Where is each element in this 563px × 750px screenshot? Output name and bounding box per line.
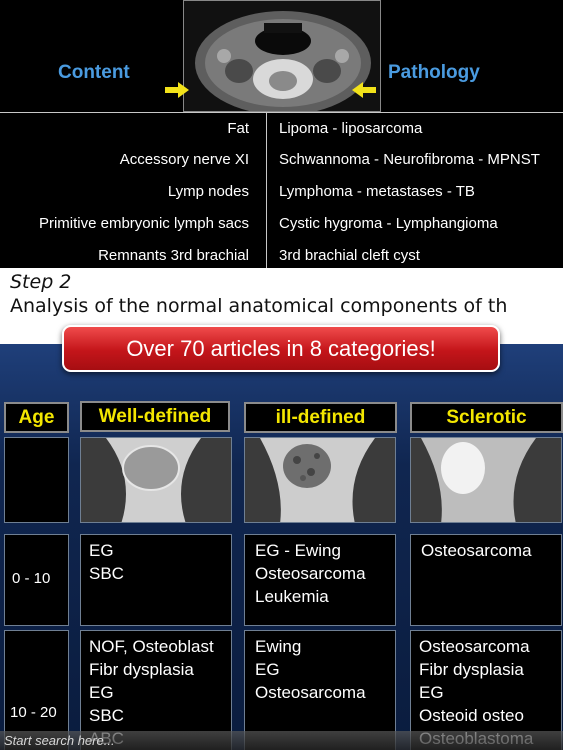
pathology-row: Lymphoma - metastases - TB [279,183,475,200]
content-heading: Content [58,62,130,83]
header-well-defined: Well-defined [80,401,230,432]
cell-text: EG - Ewing Osteosarcoma Leukemia [255,541,366,606]
xray-ill-defined [244,437,396,523]
xray-well-defined [80,437,232,523]
cell-text: EG SBC [89,541,124,583]
header-age: Age [4,402,69,433]
header-sclerotic: Sclerotic [410,402,563,433]
age-label: 10 - 20 [10,704,57,721]
left-arrow-icon [352,82,376,98]
cell-text: Ewing EG Osteosarcoma [255,637,366,702]
pathology-row: Lipoma - liposarcoma [279,120,423,137]
search-bar [0,731,563,750]
cell-text: Osteosarcoma Fibr dysplasia EG Osteoid osteo [419,637,530,725]
promo-banner: Over 70 articles in 8 categories! [62,325,500,372]
age-label: 0 - 10 [12,570,51,587]
age-cell-empty [4,437,69,523]
search-input[interactable] [4,732,304,749]
cell-text: Osteosarcoma [421,541,532,560]
sclerotic-cell [410,534,562,626]
anatomy-slide [0,0,563,268]
content-row: Fat [227,120,249,137]
xray-sclerotic [410,437,562,523]
content-row: Lymp nodes [167,183,249,200]
content-row: Primitive embryonic lymph sacs [38,215,249,232]
header-ill-defined: ill-defined [244,402,397,433]
pathology-heading: Pathology [388,62,480,83]
divider [0,112,563,113]
pathology-row: Cystic hygroma - Lymphangioma [279,215,498,232]
content-row: Remnants 3rd brachial [98,247,249,264]
step-body: Analysis of the normal anatomical components of th [10,295,508,317]
well-defined-cell [80,534,232,626]
pathology-row: 3rd brachial cleft cyst [279,247,420,264]
step-title: Step 2 [10,271,72,293]
cell-text: NOF, Osteoblast Fibr dysplasia EG SBC [89,637,214,725]
age-cell [4,534,69,626]
bone-tumor-table [0,344,563,750]
right-arrow-icon [165,82,189,98]
content-row: Accessory nerve XI [119,151,249,168]
ill-defined-cell [244,534,396,626]
pathology-row: Schwannoma - Neurofibroma - MPNST [279,151,540,168]
column-divider [266,112,267,268]
